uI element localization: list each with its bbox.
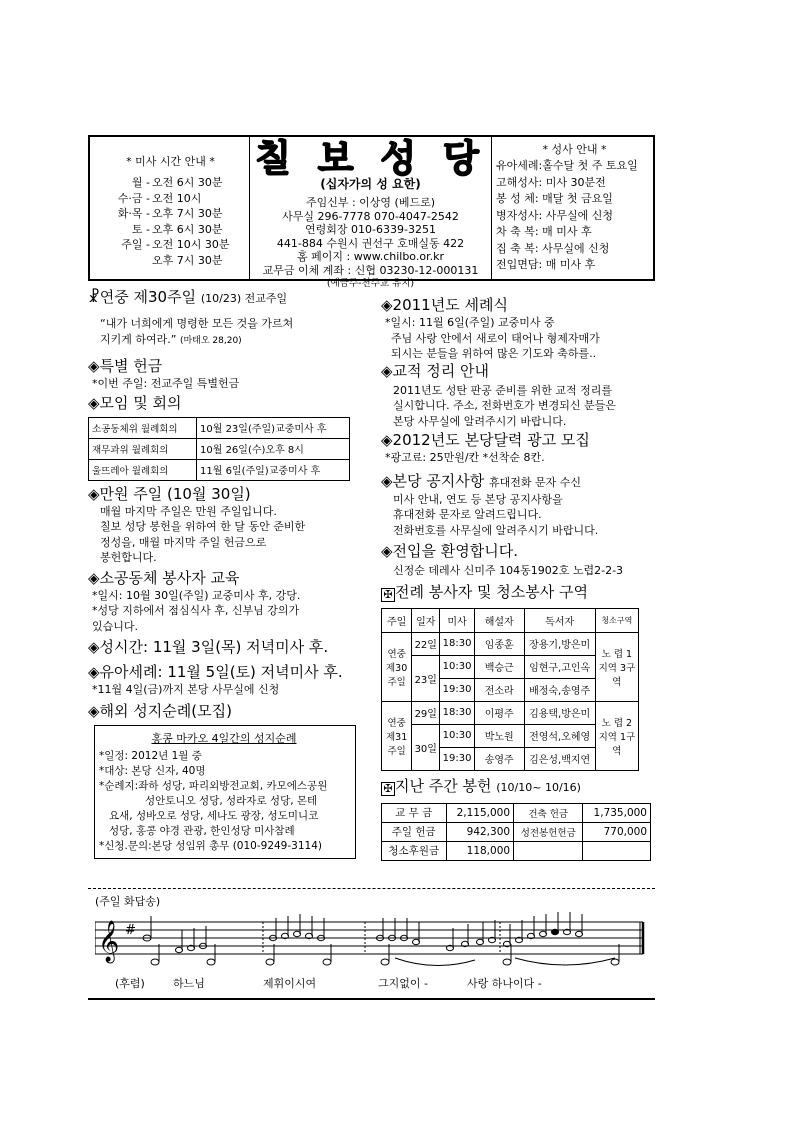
manwon-line: 정성을, 매월 마지막 주일 헌금으로 [100, 535, 267, 549]
servers-cleaning: 노 렵 1지역 3구역 [595, 632, 638, 701]
meeting-name: 울뜨레아 월례회의 [89, 459, 197, 480]
servers-commentator: 백승근 [474, 655, 524, 678]
mass-times-list [96, 175, 245, 268]
right-column [381, 288, 657, 861]
sms-line: 전화번호를 사무실에 알려주시기 바랍니다. [393, 523, 599, 537]
offering-cell: 770,000 [583, 822, 651, 841]
mass-day: 토 - [131, 222, 150, 236]
quote-line-1: “내가 너희에게 명령한 모든 것을 가르쳐 [100, 317, 294, 330]
servers-mass: 10:30 [440, 655, 475, 678]
sacrament-row: 고해성사: 미사 30분전 [496, 175, 606, 189]
quote-text-2: 지키게 하여라.” [100, 332, 177, 346]
quote-line-2 [88, 332, 376, 350]
records-line: 본당 사무실에 알려주시기 바랍니다. [393, 414, 567, 428]
servers-sunday: 연중 제31 주일 [382, 701, 412, 770]
servers-readers: 김은성,백지연 [524, 747, 595, 770]
servers-header-cell: 해설자 [474, 608, 524, 632]
baptism-line: 되시는 분들을 위하여 많은 기도와 축하를.. [391, 347, 597, 360]
church-info-box [250, 136, 492, 289]
meeting-name: 소공동체위 월례회의 [89, 417, 197, 438]
notes [143, 912, 619, 966]
special-offering-text: *이번 주일: 전교주일 특별헌금 [92, 377, 240, 390]
sms-notice-text [381, 492, 657, 539]
offering-cell: 118,000 [446, 841, 514, 860]
chairman-line: 연령회장 010-6339-3251 [305, 223, 436, 236]
offering-table [381, 803, 651, 861]
sacrament-row: 유아세례:홀수달 첫 주 토요일 [496, 159, 638, 172]
account-holder-line: (예금주-천주교 유지) [326, 278, 415, 289]
offering-cell: 주일 헌금 [382, 822, 447, 841]
servers-mass: 18:30 [440, 701, 475, 724]
meetings-title: ◈모임 및 회의 [88, 393, 182, 412]
offering-cell: 건축 헌금 [514, 803, 583, 822]
sms-notice-title: ◈본당 공지사항 [381, 471, 485, 490]
music-staff [95, 910, 655, 970]
sacraments-list [496, 158, 653, 274]
hymn-bottom-divider [88, 998, 655, 1000]
mass-day: 수·금 - [117, 191, 150, 205]
servers-sunday: 연중 제30 주일 [382, 632, 412, 701]
pilgrimage-line: 성안토니오 성당, 성라자로 성당, 몬테 [145, 794, 318, 807]
manwon-line: 봉헌합니다. [100, 551, 157, 564]
servers-row [382, 701, 639, 724]
sacrament-row: 봉 성 체: 매달 첫 금요일 [496, 192, 613, 205]
sunday-heading [88, 288, 376, 308]
manwon-line: 칠보 성당 봉헌을 위하여 한 달 동안 준비한 [100, 520, 306, 533]
offering-title: 지난 주간 봉헌 [395, 776, 492, 795]
servers-readers: 김용택,방은미 [524, 701, 595, 724]
sms-notice-hint: 휴대전화 문자 수신 [489, 475, 582, 489]
offering-cell: 1,735,000 [583, 803, 651, 822]
servers-mass: 19:30 [440, 747, 475, 770]
meeting-name: 재무과위 월례회의 [89, 438, 197, 459]
servers-header-cell: 독서자 [524, 608, 595, 632]
mass-day: 월 - [131, 176, 150, 189]
offering-cell: 청소후원금 [382, 841, 447, 860]
servers-mass: 10:30 [440, 724, 475, 747]
calendar-ad-text: *광고료: 25만원/칸 *선착순 8칸. [385, 451, 545, 464]
key-signature: # [125, 923, 136, 938]
mass-day: 주일 - [121, 238, 150, 251]
baptism-text [381, 315, 657, 362]
servers-commentator: 송영주 [474, 747, 524, 770]
infant-baptism-text: *11월 4일(금)까지 본당 사무실에 신청 [92, 683, 280, 696]
mass-time: 오후 7시 30분 [152, 253, 223, 267]
meeting-row [89, 417, 350, 438]
offering-row [382, 841, 651, 860]
church-subtitle: (십자가의 성 요한) [320, 177, 421, 191]
pilgrimage-line: *대상: 본당 신자, 40명 [99, 764, 206, 777]
mass-time: 오전 10시 [152, 191, 202, 205]
lyric-2: 제휘이시여 [263, 977, 317, 990]
lyric-3: 그지없이 - [378, 977, 428, 990]
calendar-ad-title: ◈2012년도 본당달력 광고 모집 [381, 431, 590, 449]
offering-cell: 성전봉헌헌금 [514, 822, 583, 841]
pilgrimage-line: 성당, 홍콩 야경 관광, 한인성당 미사참례 [109, 824, 295, 837]
servers-cleaning: 노 렵 2지역 1구역 [595, 701, 638, 770]
scc-line: *일시: 10월 30일(주일) 교중미사 후, 강당. [92, 588, 301, 602]
mass-time: 오전 10시 30분 [152, 238, 230, 251]
records-line: 2011년도 성탄 판공 준비를 위한 교적 정리를 [393, 383, 612, 397]
offering-cell [583, 841, 651, 860]
manwon-line: 매월 마지막 주일은 만원 주일입니다. [100, 504, 277, 518]
offering-cell: 2,115,000 [446, 803, 514, 822]
lyric-refrain: (후렴) [115, 977, 145, 990]
offering-row [382, 822, 651, 841]
special-offering-title: ◈특별 헌금 [88, 357, 163, 375]
mass-time-row [96, 222, 245, 238]
pilgrimage-title: ◈해외 성지순례(모집) [88, 701, 232, 720]
mass-time-row [96, 237, 245, 253]
servers-date: 23일 [412, 655, 440, 701]
meetings-table [88, 417, 350, 481]
meeting-time: 10월 23일(주일)교중미사 후 [197, 417, 350, 438]
pilgrimage-box-title: 홍콩 마카오 4일간의 성지순례 [151, 731, 297, 745]
servers-commentator: 전소라 [474, 678, 524, 701]
infant-baptism-title: ◈유아세례: 11월 5일(토) 저녁미사 후. [88, 663, 343, 681]
servers-header-cell: 주일 [382, 608, 412, 632]
offering-cell: 교 무 금 [382, 803, 447, 822]
servers-mass: 18:30 [440, 632, 475, 655]
quote-reference: (마태오 28,20) [179, 335, 242, 346]
staff-lines [95, 922, 643, 954]
hymn-title: (주일 화답송) [95, 895, 161, 908]
meeting-time: 10월 26일(수)오후 8시 [197, 438, 350, 459]
sms-line: 미사 안내, 연도 등 본당 공지사항을 [393, 492, 563, 506]
servers-readers: 전영석,오혜영 [524, 724, 595, 747]
account-line: 교무금 이체 계좌 : 신협 03230-12-000131 [262, 263, 479, 277]
mass-time-row [96, 206, 245, 222]
meeting-row [89, 438, 350, 459]
servers-row [382, 632, 639, 655]
servers-heading [381, 583, 657, 602]
scc-line: 있습니다. [92, 619, 139, 633]
cross-box-icon: ✠ [381, 782, 395, 796]
servers-readers: 장용기,방은미 [524, 632, 595, 655]
pastor-line: 주임신부 : 이상영 (베드로) [305, 196, 436, 209]
sunday-date: (10/23) 전교주일 [200, 292, 288, 305]
servers-header-cell: 일자 [412, 608, 440, 632]
holy-hour-line: ◈성시간: 11월 3일(목) 저녁미사 후. [88, 638, 329, 656]
sms-line: 휴대전화 문자로 알려드립니다. [393, 508, 542, 521]
pilgrimage-details [99, 749, 349, 854]
servers-readers: 배정숙,송영주 [524, 678, 595, 701]
hymn-top-divider [88, 888, 655, 889]
baptism-title: ◈2011년도 세례식 [381, 296, 508, 314]
sacrament-row: 전입면담: 매 미사 후 [496, 258, 596, 271]
church-name-logo: 칠 보 성 당 [255, 136, 486, 180]
pilgrimage-line: *순례지:좌하 성당, 파리외방전교회, 카모에스공원 [99, 779, 328, 792]
servers-commentator: 임종훈 [474, 632, 524, 655]
mass-time: 오전 6시 30분 [152, 176, 223, 189]
welcome-text: 신정순 데레사 신미주 104동1902호 노렵2-2-3 [393, 564, 624, 577]
sacrament-row: 집 축 복: 사무실에 신청 [496, 241, 610, 255]
sacrament-row: 차 축 복: 매 미사 후 [496, 225, 592, 238]
mass-time: 오후 6시 30분 [152, 222, 223, 236]
hymn-lyrics [95, 975, 655, 993]
sacraments-box [492, 137, 653, 279]
mass-time-row [96, 253, 245, 269]
pilgrimage-line: *신청.문의:본당 성임위 총무 (010-9249-3114) [99, 839, 322, 852]
manwon-text [88, 504, 376, 566]
mass-times-title: * 미사 시간 안내 * [126, 155, 215, 168]
pilgrimage-line: 요새, 성바오로 성당, 세나도 광장, 성도미니코 [109, 809, 319, 822]
left-column [88, 288, 376, 859]
lyric-4: 사랑 하나이다 - [467, 977, 542, 990]
sacrament-row: 병자성사: 사무실에 신청 [496, 208, 613, 222]
mass-time-row [96, 175, 245, 191]
sacraments-title: * 성사 안내 * [542, 143, 607, 156]
mass-time-row [96, 191, 245, 207]
servers-date: 30일 [412, 724, 440, 770]
scc-training-text [88, 588, 376, 635]
servers-header-cell: 청소구역 [595, 608, 638, 632]
mass-day [96, 253, 152, 269]
offering-range: (10/10~ 10/16) [496, 780, 581, 794]
sms-notice-heading [381, 472, 657, 492]
meeting-time: 11월 6일(주일)교중미사 후 [197, 459, 350, 480]
homepage-line[interactable]: 홈 페이지 : www.chilbo.or.kr [297, 250, 444, 263]
bulletin-header [88, 135, 655, 289]
servers-mass: 19:30 [440, 678, 475, 701]
scc-line: *성당 지하에서 점심식사 후, 신부님 강의가 [92, 604, 300, 617]
offering-heading [381, 777, 657, 797]
mass-time: 오후 7시 30분 [152, 207, 223, 220]
pilgrimage-line: *일정: 2012년 1월 중 [99, 749, 202, 762]
servers-title: 전례 봉사자 및 청소봉사 구역 [395, 582, 588, 601]
sunday-title: 연중 제30주일 [99, 288, 197, 306]
lyric-1: 하느님 [173, 977, 205, 990]
address-line: 441-884 수원시 권선구 호매실동 422 [276, 236, 465, 250]
records-line: 실시합니다. 주소, 전화번호가 변경되신 분들은 [393, 399, 616, 412]
scc-training-title: ◈소공동체 봉사자 교육 [88, 568, 240, 587]
manwon-title: ◈만원 주일 (10월 30일) [88, 484, 251, 503]
servers-date: 29일 [412, 701, 440, 724]
meeting-row [89, 459, 350, 480]
welcome-title: ◈전입을 환영합니다. [381, 542, 518, 560]
pilgrimage-box [94, 725, 356, 859]
cross-box-icon: ✠ [381, 588, 395, 602]
servers-table [381, 608, 639, 771]
treble-clef-icon: 𝄞 [98, 921, 120, 962]
records-title: ◈교적 정리 안내 [381, 361, 490, 380]
servers-header-cell: 미사 [440, 608, 475, 632]
records-text [381, 383, 657, 430]
offering-cell: 942,300 [446, 822, 514, 841]
mass-times-box [90, 137, 250, 279]
office-phone-line: 사무실 296-7778 070-4047-2542 [282, 209, 459, 223]
offering-cell [514, 841, 583, 860]
servers-commentator: 이평주 [474, 701, 524, 724]
chi-rho-icon: ☧ [88, 288, 100, 306]
baptism-line: *일시: 11월 6일(주일) 교중미사 중 [385, 316, 555, 329]
mass-day: 화·목 - [117, 207, 150, 220]
offering-row [382, 803, 651, 822]
servers-readers: 임현구,고인옥 [524, 655, 595, 678]
servers-commentator: 박노원 [474, 724, 524, 747]
servers-date: 22일 [412, 632, 440, 655]
baptism-line: 주님 사랑 안에서 새로이 태어나 형제자매가 [391, 331, 600, 345]
